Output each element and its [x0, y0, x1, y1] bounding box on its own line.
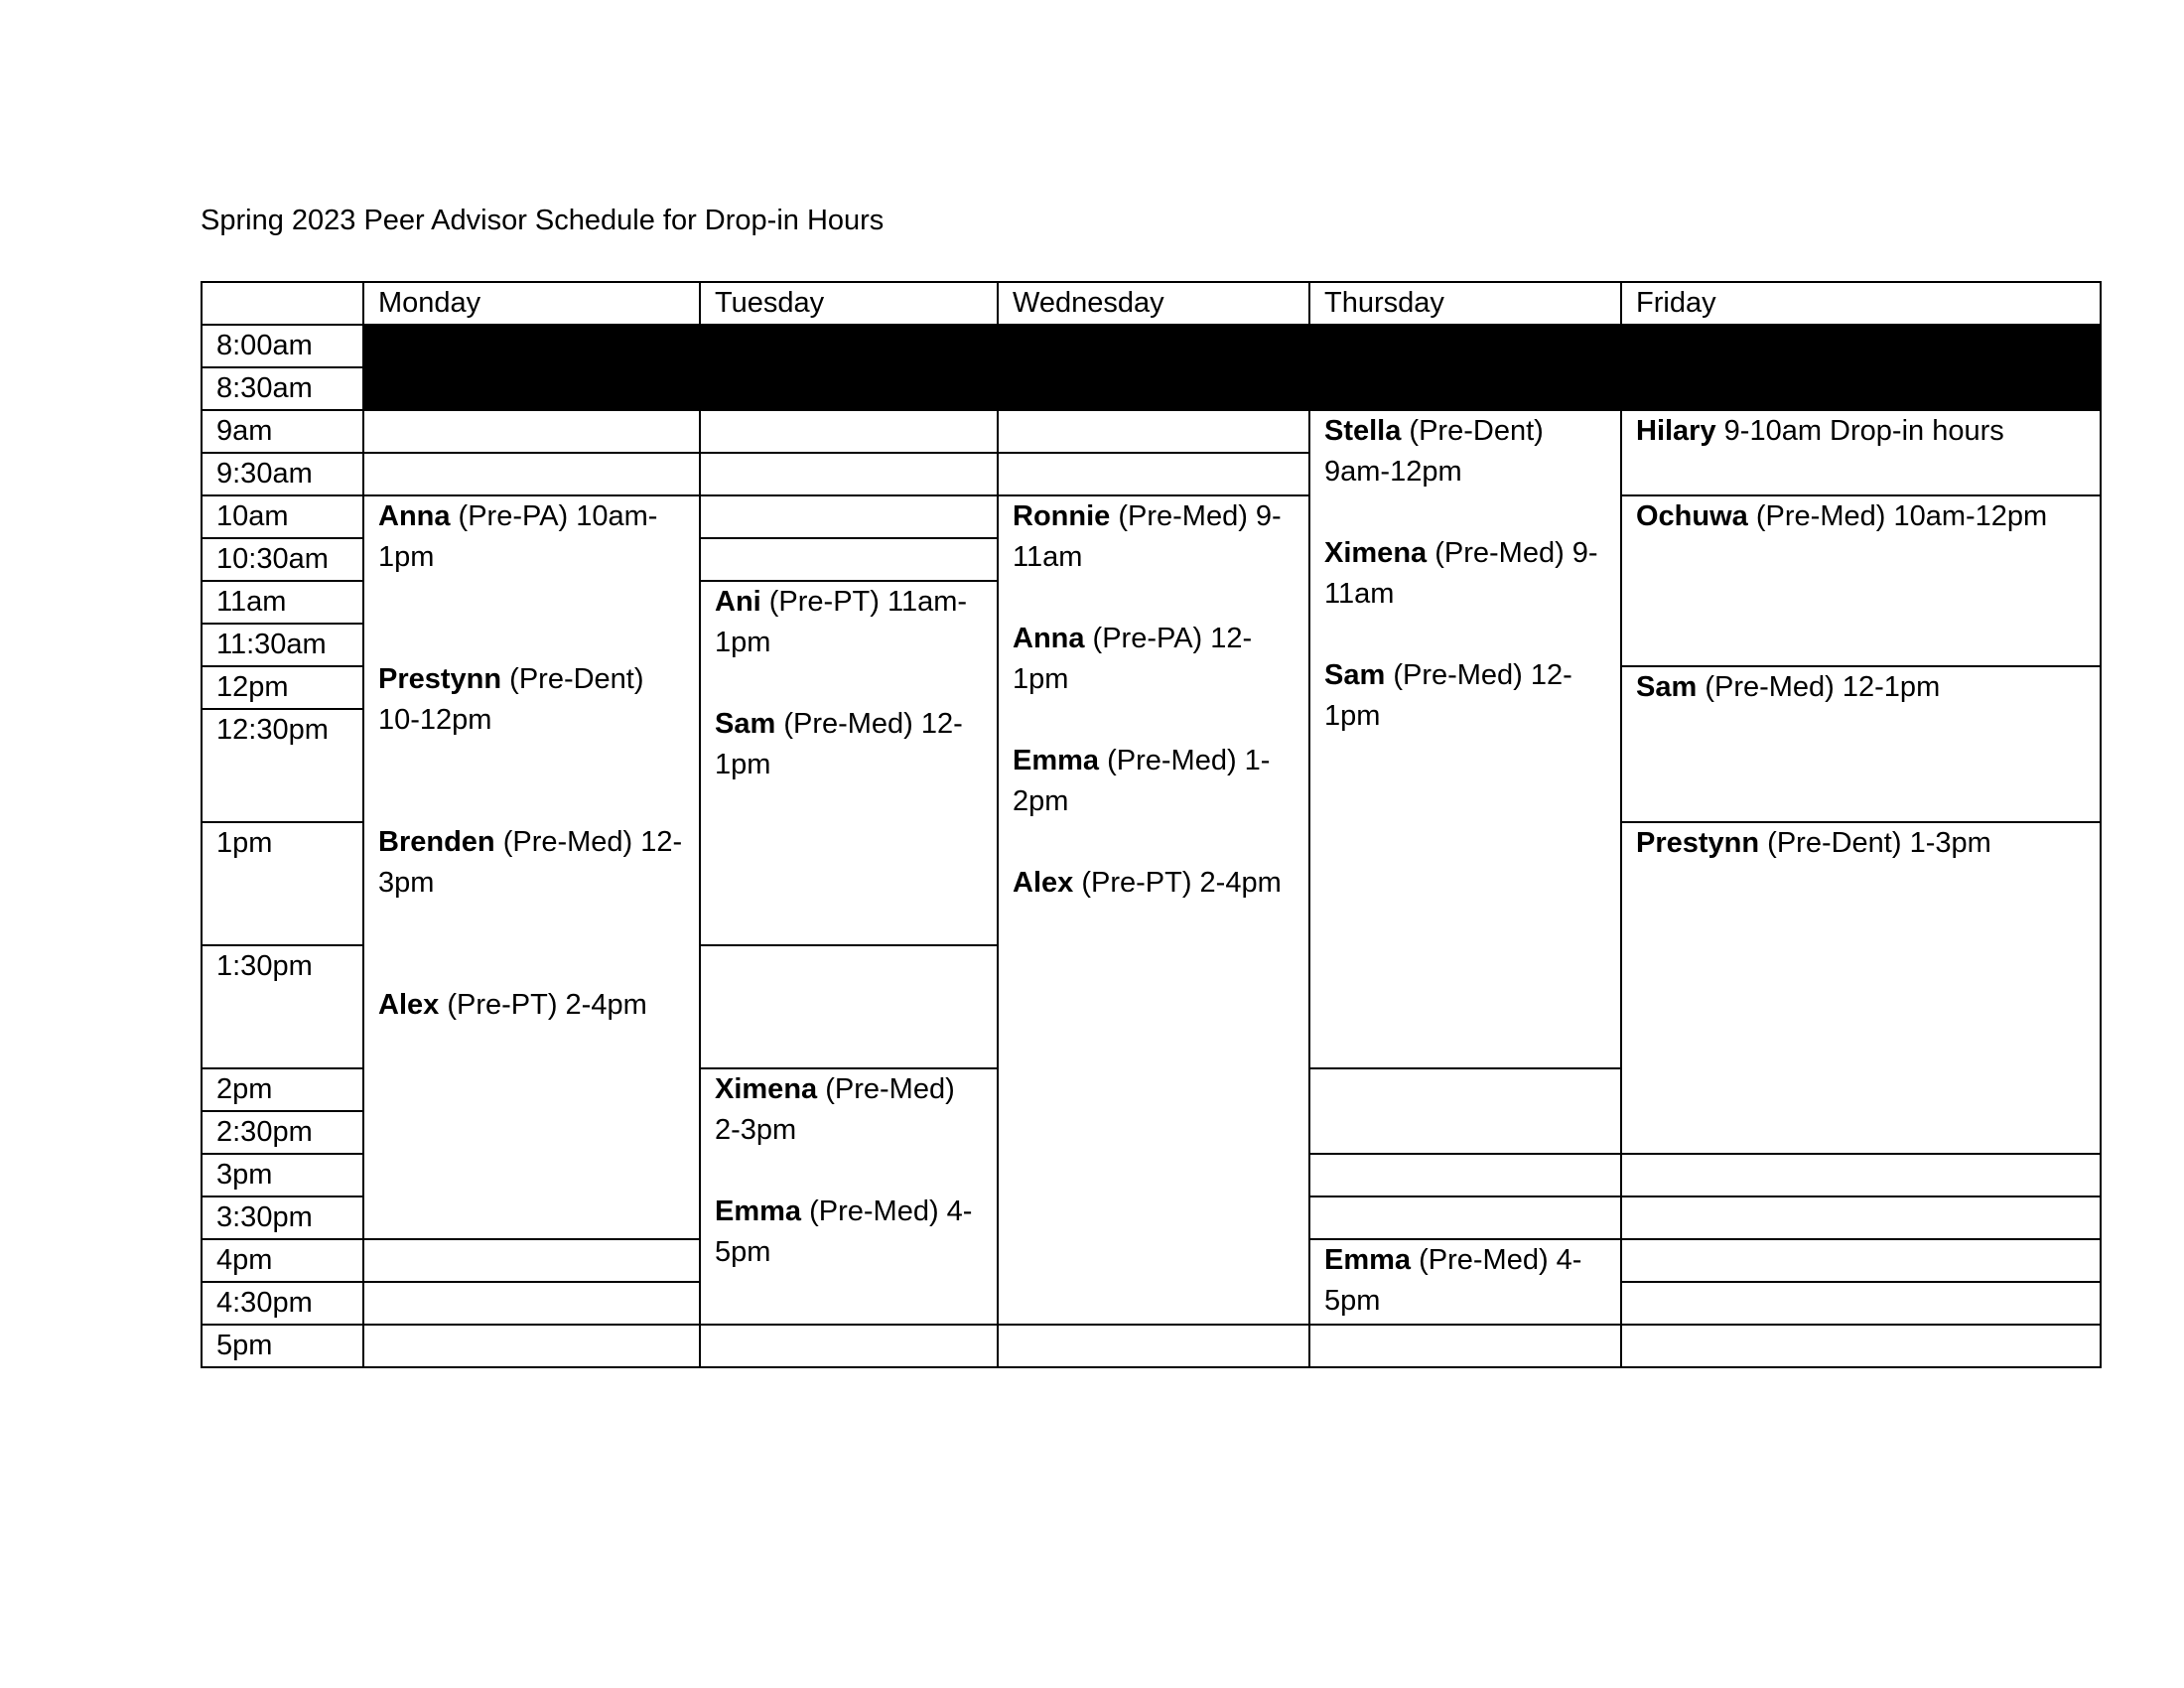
empty-slot: [700, 1325, 998, 1367]
time-label: 1pm: [202, 822, 363, 945]
time-row: [202, 325, 2101, 367]
empty-slot: [1309, 1068, 1621, 1154]
time-label: 8:00am: [202, 325, 363, 367]
schedule-entry: Prestynn (Pre-Dent) 1-3pm: [1636, 827, 1991, 859]
day-header-friday: Friday: [1621, 282, 2101, 325]
page-title: Spring 2023 Peer Advisor Schedule for Drop-in Hours: [201, 205, 885, 236]
schedule-table: [201, 281, 2102, 1368]
thursday-block-morning: [1309, 410, 1621, 1068]
day-header-monday: Monday: [363, 282, 700, 325]
time-label: 11:30am: [202, 624, 363, 666]
time-label: 2pm: [202, 1068, 363, 1111]
empty-slot: [1621, 1239, 2101, 1282]
empty-slot: [363, 453, 700, 495]
empty-slot: [700, 538, 998, 581]
day-header-tuesday: Tuesday: [700, 282, 998, 325]
schedule-entry: Emma (Pre-Med) 4-5pm: [715, 1196, 973, 1268]
tuesday-block-midday: [700, 581, 998, 945]
time-label: 12:30pm: [202, 709, 363, 822]
time-row: [202, 495, 2101, 538]
time-row: [202, 1325, 2101, 1367]
empty-slot: [700, 453, 998, 495]
schedule-entry: Ani (Pre-PT) 11am-1pm: [715, 586, 968, 658]
day-header-thursday: Thursday: [1309, 282, 1621, 325]
schedule-entry: Stella (Pre-Dent) 9am-12pm: [1324, 415, 1544, 488]
time-row: [202, 410, 2101, 453]
schedule-entry: Hilary 9-10am Drop-in hours: [1636, 415, 2004, 447]
empty-slot: [998, 410, 1309, 453]
friday-block-sam: [1621, 666, 2101, 822]
day-header-wednesday: Wednesday: [998, 282, 1309, 325]
empty-slot: [700, 410, 998, 453]
corner-cell: [202, 282, 363, 325]
schedule-entry: Brenden (Pre-Med) 12-3pm: [378, 826, 683, 899]
schedule-entry: Ronnie (Pre-Med) 9-11am: [1013, 500, 1282, 573]
empty-slot: [363, 1282, 700, 1325]
schedule-entry: Anna (Pre-PA) 12-1pm: [1013, 623, 1253, 695]
schedule-entry: Alex (Pre-PT) 2-4pm: [378, 989, 647, 1021]
time-label: 9am: [202, 410, 363, 453]
schedule-entry: Anna (Pre-PA) 10am-1pm: [378, 500, 658, 573]
empty-slot: [700, 945, 998, 1068]
unavailable-block: [363, 325, 2101, 410]
tuesday-block-late: [1309, 1239, 1621, 1325]
time-label: 3:30pm: [202, 1196, 363, 1239]
tuesday-block-afternoon: [1621, 822, 2101, 1154]
time-label: 4pm: [202, 1239, 363, 1282]
empty-slot: [998, 1325, 1309, 1367]
time-label: 12pm: [202, 666, 363, 709]
time-label: 8:30am: [202, 367, 363, 410]
empty-slot: [1621, 1154, 2101, 1196]
empty-slot: [1309, 1196, 1621, 1239]
schedule-entry: Emma (Pre-Med) 4-5pm: [1324, 1244, 1582, 1317]
time-label: 9:30am: [202, 453, 363, 495]
schedule-entry: Emma (Pre-Med) 1-2pm: [1013, 745, 1271, 817]
schedule-entry: Ochuwa (Pre-Med) 10am-12pm: [1636, 500, 2048, 532]
time-label: 2:30pm: [202, 1111, 363, 1154]
time-label: 11am: [202, 581, 363, 624]
empty-slot: [998, 453, 1309, 495]
friday-block-hilary: [1621, 410, 2101, 495]
time-label: 1:30pm: [202, 945, 363, 1068]
empty-slot: [363, 1239, 700, 1282]
header-row: [202, 282, 2101, 325]
time-label: 3pm: [202, 1154, 363, 1196]
time-label: 10:30am: [202, 538, 363, 581]
empty-slot: [700, 495, 998, 538]
wednesday-block: [998, 495, 1309, 1325]
thursday-block-afternoon: [700, 1068, 998, 1325]
schedule-entry: Prestynn (Pre-Dent) 10-12pm: [378, 663, 644, 736]
empty-slot: [1621, 1325, 2101, 1367]
empty-slot: [363, 410, 700, 453]
friday-block-ochuwa: [1621, 495, 2101, 666]
empty-slot: [1309, 1154, 1621, 1196]
schedule-entry: Sam (Pre-Med) 12-1pm: [1636, 671, 1941, 703]
schedule-entry: Alex (Pre-PT) 2-4pm: [1013, 867, 1282, 899]
empty-slot: [1621, 1196, 2101, 1239]
empty-slot: [363, 1325, 700, 1367]
time-label: 4:30pm: [202, 1282, 363, 1325]
time-label: 5pm: [202, 1325, 363, 1367]
empty-slot: [1309, 1325, 1621, 1367]
schedule-entry: Ximena (Pre-Med) 2-3pm: [715, 1073, 955, 1146]
empty-slot: [1621, 1282, 2101, 1325]
monday-block: [363, 495, 700, 1239]
schedule-entry: Sam (Pre-Med) 12-1pm: [1324, 659, 1572, 732]
schedule-entry: Ximena (Pre-Med) 9-11am: [1324, 537, 1598, 610]
time-label: 10am: [202, 495, 363, 538]
schedule-entry: Sam (Pre-Med) 12-1pm: [715, 708, 963, 780]
